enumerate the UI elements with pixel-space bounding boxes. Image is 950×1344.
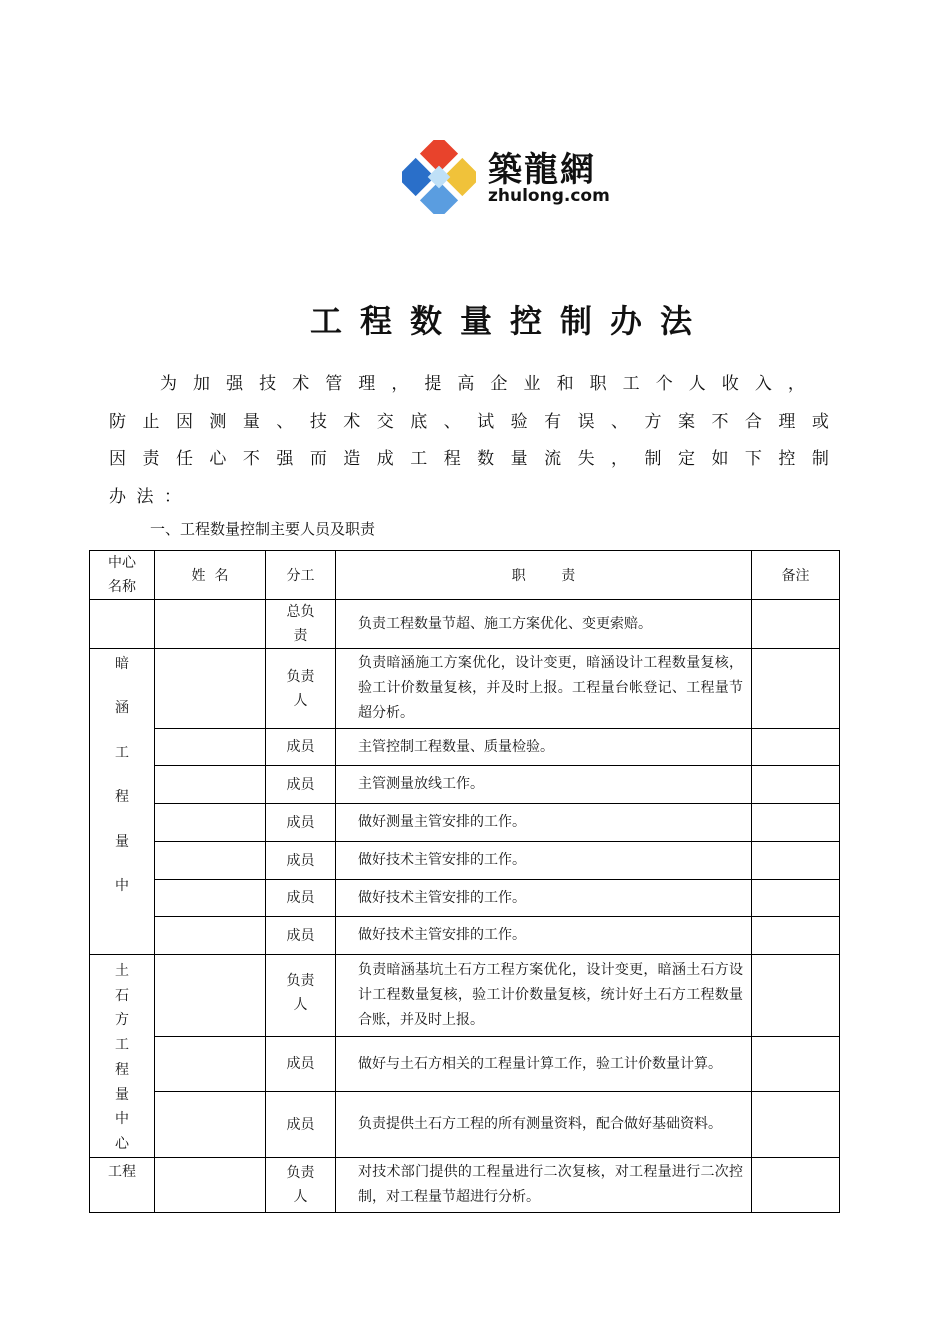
intro-char: 人 bbox=[688, 374, 706, 394]
center-char: 石 bbox=[115, 987, 129, 1004]
intro-char: 量 bbox=[242, 412, 260, 432]
intro-char: 、 bbox=[276, 412, 294, 432]
center-char: 工 bbox=[115, 1037, 129, 1054]
header-role: 分工 bbox=[266, 551, 336, 600]
cell-name bbox=[155, 600, 266, 649]
document-title: 工程数量控制办法 bbox=[309, 302, 710, 340]
cell-duty: 对技术部门提供的工程量进行二次复核，对工程量进行二次控制，对工程量节超进行分析。 bbox=[336, 1157, 752, 1212]
intro-char: 成 bbox=[376, 449, 394, 469]
intro-char: 、 bbox=[443, 412, 461, 432]
intro-char: 任 bbox=[175, 449, 193, 469]
cell-name bbox=[155, 1157, 266, 1212]
cell-role: 成员 bbox=[266, 917, 336, 955]
cell-name bbox=[155, 880, 266, 917]
intro-char: 因 bbox=[175, 412, 193, 432]
intro-char: 收 bbox=[721, 374, 739, 394]
cell-center-group-3: 工程 bbox=[90, 1157, 155, 1212]
intro-char: 和 bbox=[556, 374, 574, 394]
intro-char: 验 bbox=[510, 412, 528, 432]
intro-char: 测 bbox=[209, 412, 227, 432]
cell-role: 成员 bbox=[266, 766, 336, 804]
table-row bbox=[90, 649, 840, 729]
cell-duty: 做好与土石方相关的工程量计算工作，验工计价数量计算。 bbox=[336, 1037, 752, 1092]
table-header-row bbox=[90, 551, 840, 600]
cell-name bbox=[155, 1092, 266, 1157]
role-line: 负责 bbox=[286, 668, 315, 685]
table-row bbox=[90, 729, 840, 766]
role-line: 总负 bbox=[286, 604, 315, 620]
intro-char: 流 bbox=[544, 449, 562, 469]
intro-char: 办 bbox=[109, 487, 126, 507]
header-name: 姓 名 bbox=[155, 551, 266, 600]
cell-role bbox=[266, 955, 336, 1037]
intro-char: 强 bbox=[226, 374, 244, 394]
role-line: 负责 bbox=[286, 973, 315, 989]
cell-duty: 做好技术主管安排的工作。 bbox=[336, 917, 752, 955]
intro-char: 术 bbox=[292, 374, 310, 394]
cell-duty: 负责工程数量节超、施工方案优化、变更索赔。 bbox=[336, 600, 752, 649]
cell-remark bbox=[752, 1037, 840, 1092]
intro-char: 个 bbox=[655, 374, 673, 394]
intro-char: 业 bbox=[523, 374, 541, 394]
intro-char: 而 bbox=[309, 449, 327, 469]
intro-line bbox=[160, 372, 805, 396]
intro-char: ， bbox=[611, 449, 629, 469]
intro-char: 管 bbox=[325, 374, 343, 394]
table-row bbox=[90, 842, 840, 880]
cell-duty: 主管控制工程数量、质量检验。 bbox=[336, 729, 752, 766]
cell-name bbox=[155, 804, 266, 842]
cell-duty: 做好技术主管安排的工作。 bbox=[336, 880, 752, 917]
intro-char: 合 bbox=[744, 412, 762, 432]
cell-role bbox=[266, 649, 336, 729]
intro-char: 技 bbox=[259, 374, 277, 394]
table-row bbox=[90, 1092, 840, 1157]
center-char: 程 bbox=[115, 789, 129, 806]
cell-role: 成员 bbox=[266, 729, 336, 766]
cell-role bbox=[266, 1157, 336, 1212]
intro-char: 制 bbox=[811, 449, 829, 469]
intro-char: 定 bbox=[677, 449, 695, 469]
cell-name bbox=[155, 729, 266, 766]
cell-remark bbox=[752, 1092, 840, 1157]
intro-char: 下 bbox=[744, 449, 762, 469]
intro-line bbox=[109, 447, 829, 471]
intro-char: 失 bbox=[577, 449, 595, 469]
header-duty: 职 责 bbox=[336, 551, 752, 600]
intro-char: 提 bbox=[424, 374, 442, 394]
center-vertical-text bbox=[90, 649, 154, 913]
cell-remark bbox=[752, 1157, 840, 1212]
zhulong-logo bbox=[400, 136, 616, 218]
logo-diamond-icon bbox=[402, 140, 476, 214]
intro-line bbox=[109, 485, 181, 509]
intro-char: 程 bbox=[443, 449, 461, 469]
table-row bbox=[90, 804, 840, 842]
cell-role bbox=[266, 600, 336, 649]
intro-char: 制 bbox=[644, 449, 662, 469]
intro-char: 高 bbox=[457, 374, 475, 394]
intro-char: 加 bbox=[193, 374, 211, 394]
intro-char: 职 bbox=[589, 374, 607, 394]
header-center-name bbox=[90, 551, 155, 600]
header-remark: 备注 bbox=[752, 551, 840, 600]
intro-char: 案 bbox=[677, 412, 695, 432]
intro-char: 工 bbox=[622, 374, 640, 394]
intro-char: ， bbox=[787, 374, 805, 394]
intro-char: 理 bbox=[778, 412, 796, 432]
table-row bbox=[90, 600, 840, 649]
intro-char: 交 bbox=[376, 412, 394, 432]
cell-duty: 负责暗涵施工方案优化，设计变更，暗涵设计工程数量复核，验工计价数量复核，并及时上报。工程量台帐登记、工程量节超分析。 bbox=[336, 649, 752, 729]
intro-char: 入 bbox=[754, 374, 772, 394]
center-char: 心 bbox=[115, 1135, 129, 1152]
center-char: 程 bbox=[115, 1061, 129, 1078]
table-row bbox=[90, 1157, 840, 1212]
intro-char: 不 bbox=[711, 412, 729, 432]
table-row bbox=[90, 955, 840, 1037]
intro-char: 试 bbox=[477, 412, 495, 432]
cell-name bbox=[155, 1037, 266, 1092]
table-row bbox=[90, 766, 840, 804]
cell-remark bbox=[752, 600, 840, 649]
cell-remark bbox=[752, 842, 840, 880]
intro-char: 数 bbox=[477, 449, 495, 469]
center-char: 土 bbox=[115, 963, 129, 979]
cell-remark bbox=[752, 766, 840, 804]
cell-duty: 负责暗涵基坑土石方工程方案优化，设计变更，暗涵土石方设计工程数量复核，验工计价数量复核，统计好土石方工程数量合账，并及时上报。 bbox=[336, 955, 752, 1037]
center-char: 量 bbox=[115, 833, 129, 850]
logo-brand-english: zhulong.com bbox=[488, 186, 610, 206]
cell-center-group-2 bbox=[90, 955, 155, 1158]
cell-name bbox=[155, 917, 266, 955]
intro-char: 止 bbox=[142, 412, 160, 432]
center-char: 涵 bbox=[115, 700, 129, 717]
intro-char: 或 bbox=[811, 412, 829, 432]
cell-duty: 主管测量放线工作。 bbox=[336, 766, 752, 804]
role-line: 人 bbox=[293, 692, 308, 709]
cell-role: 成员 bbox=[266, 1037, 336, 1092]
section-heading: 一、工程数量控制主要人员及职责 bbox=[150, 520, 376, 538]
header-center-line2: 名称 bbox=[108, 579, 136, 595]
table-row bbox=[90, 1037, 840, 1092]
cell-remark bbox=[752, 729, 840, 766]
cell-duty: 负责提供土石方工程的所有测量资料，配合做好基础资料。 bbox=[336, 1092, 752, 1157]
intro-char: 不 bbox=[242, 449, 260, 469]
cell-role: 成员 bbox=[266, 880, 336, 917]
intro-char: 企 bbox=[490, 374, 508, 394]
center-char: 中 bbox=[115, 1111, 129, 1128]
intro-char: 造 bbox=[343, 449, 361, 469]
intro-char: 底 bbox=[410, 412, 428, 432]
intro-char: 控 bbox=[778, 449, 796, 469]
role-line: 人 bbox=[293, 1188, 308, 1205]
cell-role: 成员 bbox=[266, 804, 336, 842]
intro-char: 责 bbox=[142, 449, 160, 469]
duty-table bbox=[89, 550, 840, 1213]
intro-char: 技 bbox=[309, 412, 327, 432]
cell-role: 成员 bbox=[266, 842, 336, 880]
intro-char: 防 bbox=[109, 412, 126, 432]
cell-center-group-1 bbox=[90, 649, 155, 955]
cell-remark bbox=[752, 804, 840, 842]
role-line: 负责 bbox=[286, 1164, 315, 1181]
intro-char: 法 bbox=[136, 487, 154, 507]
intro-line bbox=[109, 410, 829, 434]
intro-char: 有 bbox=[544, 412, 562, 432]
cell-remark bbox=[752, 955, 840, 1037]
logo-brand-chinese: 築龍網 bbox=[488, 150, 596, 190]
cell-role: 成员 bbox=[266, 1092, 336, 1157]
center-char: 中 bbox=[115, 877, 129, 894]
intro-char: 心 bbox=[209, 449, 227, 469]
center-char: 暗 bbox=[115, 656, 129, 672]
cell-remark bbox=[752, 917, 840, 955]
intro-char: 为 bbox=[160, 374, 177, 394]
intro-char: 误 bbox=[577, 412, 595, 432]
center-char: 量 bbox=[115, 1086, 129, 1103]
intro-char: 、 bbox=[611, 412, 629, 432]
intro-char: 因 bbox=[109, 449, 126, 469]
cell-center bbox=[90, 600, 155, 649]
cell-name bbox=[155, 649, 266, 729]
intro-char: ： bbox=[164, 487, 181, 507]
table-row bbox=[90, 880, 840, 917]
role-line: 人 bbox=[293, 997, 308, 1013]
cell-remark bbox=[752, 880, 840, 917]
center-char: 工 bbox=[115, 744, 129, 761]
intro-char: 强 bbox=[276, 449, 294, 469]
intro-char: 量 bbox=[510, 449, 528, 469]
table-row bbox=[90, 917, 840, 955]
center-char: 方 bbox=[115, 1012, 129, 1029]
intro-char: 工 bbox=[410, 449, 428, 469]
cell-duty: 做好技术主管安排的工作。 bbox=[336, 842, 752, 880]
intro-char: 方 bbox=[644, 412, 662, 432]
intro-char: 术 bbox=[343, 412, 361, 432]
cell-remark bbox=[752, 649, 840, 729]
header-center-line1: 中心 bbox=[108, 555, 136, 571]
cell-name bbox=[155, 766, 266, 804]
intro-char: 理 bbox=[358, 374, 376, 394]
intro-char: 如 bbox=[711, 449, 729, 469]
role-line: 责 bbox=[293, 628, 308, 644]
cell-name bbox=[155, 842, 266, 880]
cell-duty: 做好测量主管安排的工作。 bbox=[336, 804, 752, 842]
cell-name bbox=[155, 955, 266, 1037]
intro-char: ， bbox=[391, 374, 409, 394]
